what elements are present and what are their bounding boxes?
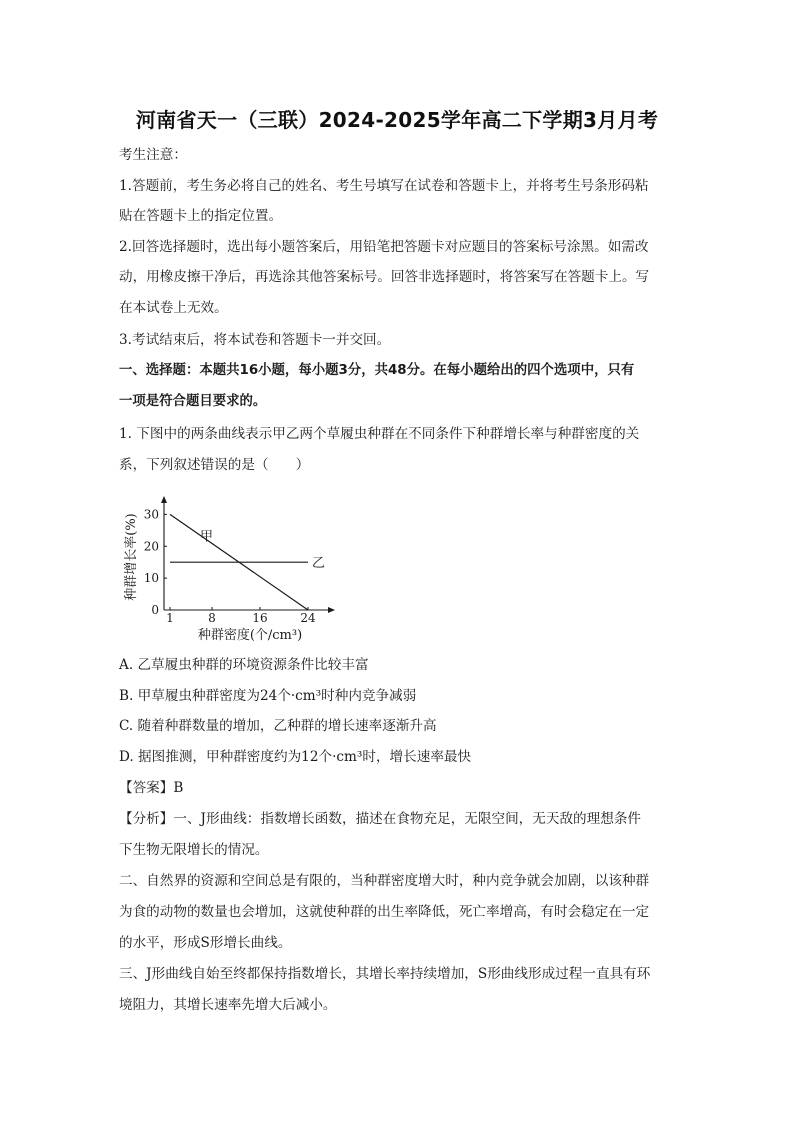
x-tick-label: 1 xyxy=(166,611,174,625)
analysis-line-5: 的水平，形成S形增长曲线。 xyxy=(119,935,292,951)
exam-title: 河南省天一（三联）2024-2025学年高二下学期3月月考 xyxy=(135,108,659,132)
analysis-line-7: 境阻力，其增长速率先增大后减小。 xyxy=(119,997,337,1013)
option-c: C. 随着种群数量的增加，乙种群的增长速率逐渐升高 xyxy=(119,718,437,734)
analysis-line-3: 二、自然界的资源和空间总是有限的，当种群密度增大时，种内竞争就会加剧，以该种群 xyxy=(119,873,650,889)
analysis-line-4: 为食的动物的数量也会增加，这就使种群的出生率降低，死亡率增高，有时会稳定在一定 xyxy=(119,904,650,920)
notice-item-2-line-3: 在本试卷上无效。 xyxy=(119,300,228,316)
y-tick-label: 30 xyxy=(143,507,159,522)
analysis-line-1: 【分析】一、J形曲线：指数增长函数，描述在食物充足，无限空间，无天敌的理想条件 xyxy=(119,811,642,827)
y-axis-label: 种群增长率(%) xyxy=(124,513,139,601)
y-tick-label: 10 xyxy=(143,571,159,586)
y-tick-label: 0 xyxy=(151,603,159,617)
question-1-stem-line-1: 1. 下图中的两条曲线表示甲乙两个草履虫种群在不同条件下种群增长率与种群密度的关 xyxy=(119,426,640,442)
x-tick-label: 8 xyxy=(208,611,216,625)
option-b: B. 甲草履虫种群密度为24个·cm³时种内竞争减弱 xyxy=(119,688,417,704)
option-a: A. 乙草履虫种群的环境资源条件比较丰富 xyxy=(119,657,369,673)
analysis-line-6: 三、J形曲线自始至终都保持指数增长，其增长率持续增加，S形曲线形成过程一直具有环 xyxy=(119,966,651,982)
series-label: 甲 xyxy=(200,529,214,545)
notice-heading: 考生注意： xyxy=(119,147,187,163)
answer-label: 【答案】B xyxy=(119,780,184,796)
x-axis-label: 种群密度(个/cm³) xyxy=(197,628,303,643)
notice-item-3: 3.考试结束后，将本试卷和答题卡一并交回。 xyxy=(119,332,391,348)
y-tick-label: 20 xyxy=(143,539,159,554)
y-axis-arrow xyxy=(161,496,167,503)
x-axis-arrow xyxy=(328,607,335,613)
notice-item-2-line-1: 2.回答选择题时，选出每小题答案后，用铅笔把答题卡对应题目的答案标号涂黑。如需改 xyxy=(119,239,649,255)
notice-item-2-line-2: 动，用橡皮擦干净后，再选涂其他答案标号。回答非选择题时，将答案写在答题卡上。写 xyxy=(119,269,650,285)
x-tick-label: 24 xyxy=(300,611,316,625)
option-d: D. 据图推测，甲种群密度约为12个·cm³时，增长速率最快 xyxy=(119,749,472,765)
section-heading-line-2: 一项是符合题目要求的。 xyxy=(119,394,267,409)
analysis-line-2: 下生物无限增长的情况。 xyxy=(119,842,269,858)
growth-rate-chart xyxy=(118,492,348,647)
series-label: 乙 xyxy=(312,556,326,572)
x-tick-label: 16 xyxy=(252,611,268,625)
notice-item-1-line-1: 1.答题前，考生务必将自己的姓名、考生号填写在试卷和答题卡上，并将考生号条形码粘 xyxy=(119,178,649,194)
question-1-stem-line-2: 系，下列叙述错误的是（ ） xyxy=(119,457,310,473)
notice-item-1-line-2: 贴在答题卡上的指定位置。 xyxy=(119,208,283,224)
section-heading-line-1: 一、选择题：本题共16小题，每小题3分，共48分。在每小题给出的四个选项中，只有 xyxy=(119,363,635,378)
